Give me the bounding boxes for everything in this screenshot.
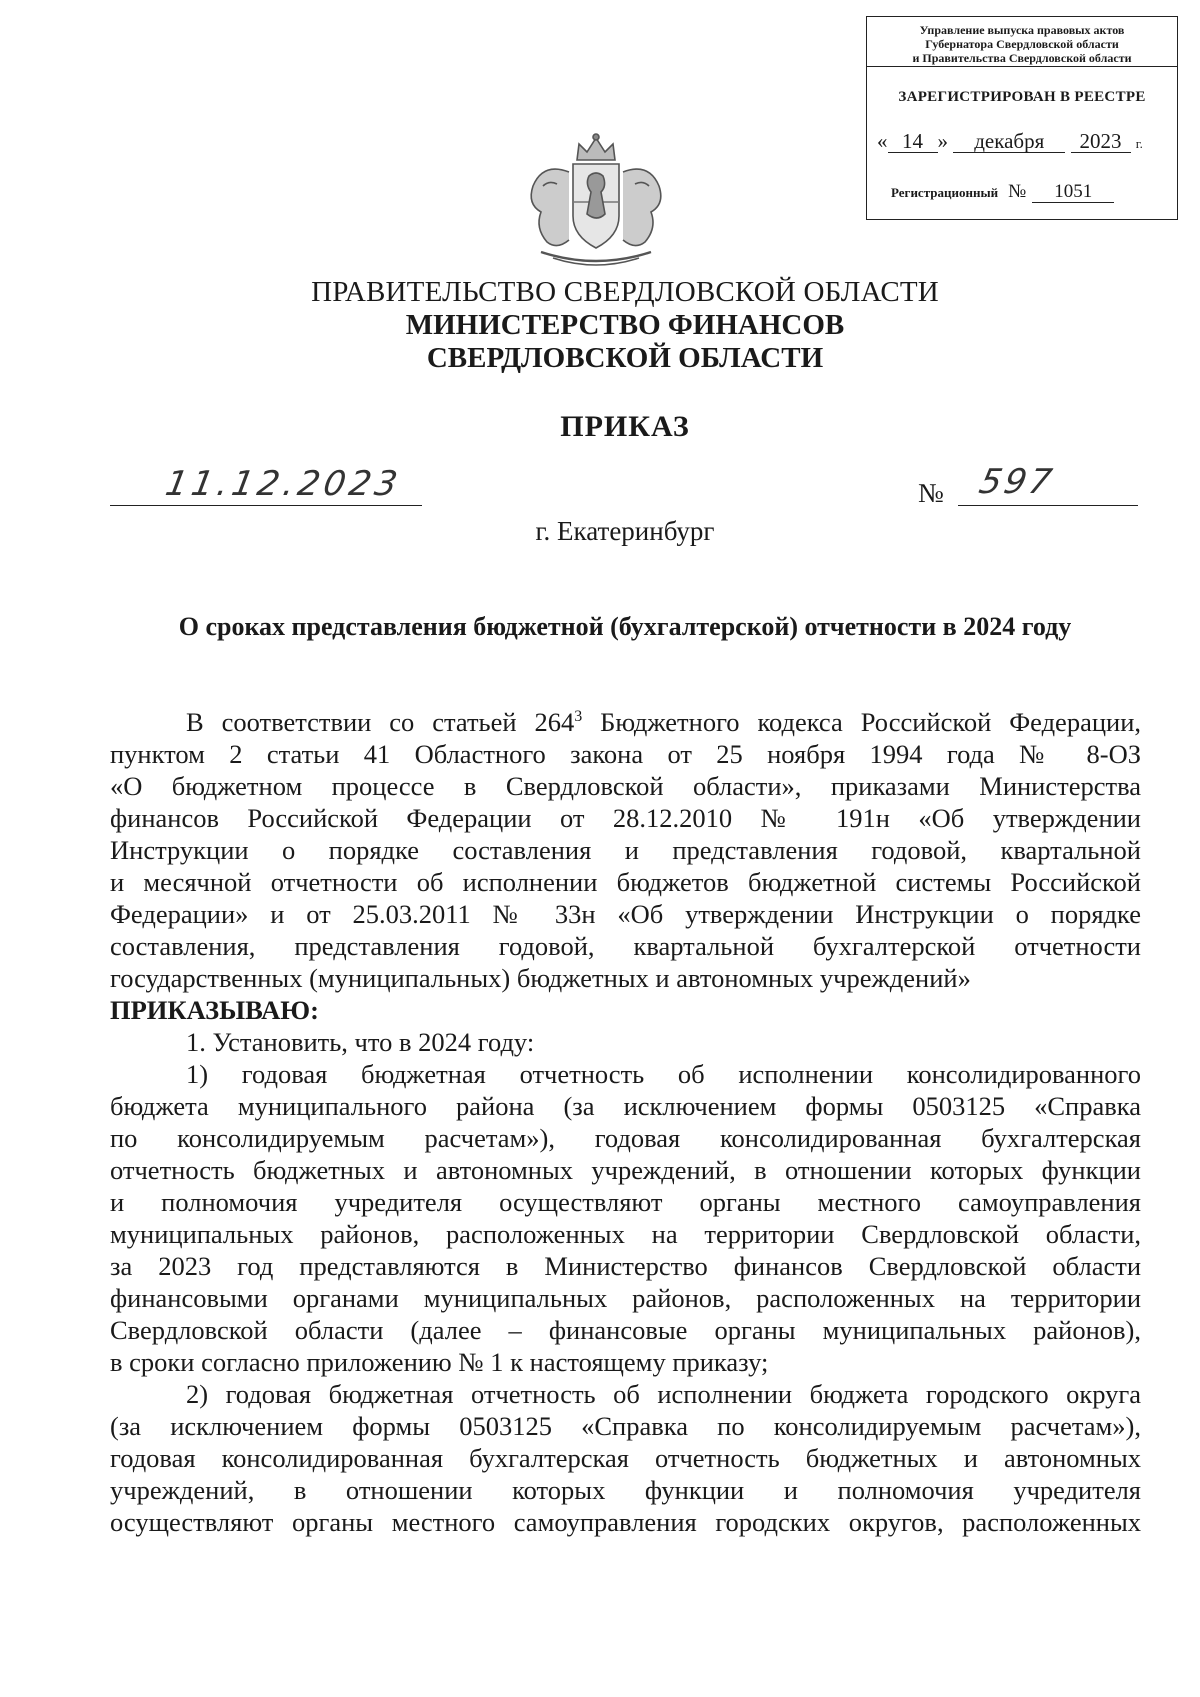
body-line: финансовыми органами муниципальных районов, расположенных на территории — [110, 1283, 1141, 1313]
item-1: 1. Установить, что в 2024 году: — [186, 1027, 535, 1057]
order-date-handwritten: 11.12.2023 — [162, 464, 405, 504]
superscript: 3 — [574, 708, 583, 726]
body-line — [110, 706, 1141, 738]
document-body — [110, 706, 1141, 1538]
stamp-org-line: и Правительства Свердловской области — [912, 51, 1132, 65]
body-line: Федерации» и от 25.03.2011 № 33н «Об утверждении Инструкции о порядке — [110, 899, 1141, 929]
body-line: и месячной отчетности об исполнении бюджетов бюджетной системы Российской — [110, 867, 1141, 897]
government-name: ПРАВИТЕЛЬСТВО СВЕРДЛОВСКОЙ ОБЛАСТИ — [311, 276, 939, 308]
ministry-name: МИНИСТЕРСТВО ФИНАНСОВ — [405, 309, 845, 341]
body-line: Свердловской области (далее – финансовые органы муниципальных районов), — [110, 1315, 1141, 1345]
order-number-handwritten: 597 — [975, 462, 1059, 502]
registration-stamp — [866, 16, 1178, 220]
body-line: 1) годовая бюджетная отчетность об исполнении консолидированного — [186, 1059, 1141, 1089]
body-line: учреждений, в отношении которых функции и полномочия учредителя — [110, 1475, 1141, 1505]
city: г. Екатеринбург — [535, 516, 715, 546]
date-underline — [110, 505, 422, 506]
stamp-date — [877, 129, 1177, 154]
body-text: В соответствии со статьей 264 — [186, 707, 575, 737]
document-type: ПРИКАЗ — [560, 410, 690, 443]
body-line: бюджета муниципального района (за исключением формы 0503125 «Справка — [110, 1091, 1141, 1121]
body-line: «О бюджетном процессе в Свердловской области», приказами Министерства — [110, 771, 1141, 801]
order-number-sign: № — [918, 478, 944, 508]
body-text: Бюджетного кодекса Российской Федерации, — [582, 707, 1142, 737]
body-line: пунктом 2 статьи 41 Областного закона от 25 ноября 1994 года № 8-ОЗ — [110, 739, 1141, 769]
document-subject: О сроках представления бюджетной (бухгалтерской) отчетности в 2024 году — [178, 612, 1072, 641]
body-line: 2) годовая бюджетная отчетность об исполнении бюджета городского округа — [186, 1379, 1141, 1409]
stamp-quote-close: » — [937, 129, 948, 153]
ministry-region: СВЕРДЛОВСКОЙ ОБЛАСТИ — [426, 342, 824, 374]
number-underline — [958, 505, 1138, 506]
stamp-title: ЗАРЕГИСТРИРОВАН В РЕЕСТРЕ — [898, 89, 1146, 105]
body-line: годовая консолидированная бухгалтерская отчетность бюджетных и автономных — [110, 1443, 1141, 1473]
coat-of-arms-icon — [503, 132, 689, 272]
stamp-month: декабря — [953, 130, 1065, 153]
body-line: по консолидируемым расчетам»), годовая консолидированная бухгалтерская — [110, 1123, 1141, 1153]
stamp-org-line: Управление выпуска правовых актов — [919, 23, 1125, 37]
stamp-year-suffix: г. — [1135, 136, 1143, 151]
body-line: составления, представления годовой, квартальной бухгалтерской отчетности — [110, 931, 1141, 961]
stamp-reg-label: Регистрационный — [891, 185, 999, 200]
body-line: государственных (муниципальных) бюджетных и автономных учреждений» — [110, 963, 971, 993]
body-line: отчетность бюджетных и автономных учреждений, в отношении которых функции — [110, 1155, 1141, 1185]
stamp-no-sign: № — [1008, 181, 1027, 202]
stamp-registration — [891, 181, 1114, 203]
stamp-year: 2023 — [1071, 130, 1131, 153]
body-line: осуществляют органы местного самоуправления городских округов, расположенных — [110, 1507, 1141, 1537]
body-line: в сроки согласно приложению № 1 к настоящему приказу; — [110, 1347, 769, 1377]
stamp-org-line: Губернатора Свердловской области — [925, 37, 1119, 51]
body-line: за 2023 год представляются в Министерство финансов Свердловской области — [110, 1251, 1141, 1281]
stamp-day: 14 — [888, 130, 938, 153]
body-line: муниципальных районов, расположенных на территории Свердловской области, — [110, 1219, 1141, 1249]
stamp-organization — [867, 17, 1177, 67]
body-line: финансов Российской Федерации от 28.12.2010 № 191н «Об утверждении — [110, 803, 1141, 833]
stamp-quote-open: « — [877, 129, 888, 153]
body-line: (за исключением формы 0503125 «Справка по консолидируемым расчетам»), — [110, 1411, 1141, 1441]
body-line: и полномочия учредителя осуществляют органы местного самоуправления — [110, 1187, 1141, 1217]
prikazyvayu-heading: ПРИКАЗЫВАЮ: — [110, 995, 319, 1025]
stamp-reg-number: 1051 — [1032, 182, 1114, 203]
body-line: Инструкции о порядке составления и представления годовой, квартальной — [110, 835, 1141, 865]
